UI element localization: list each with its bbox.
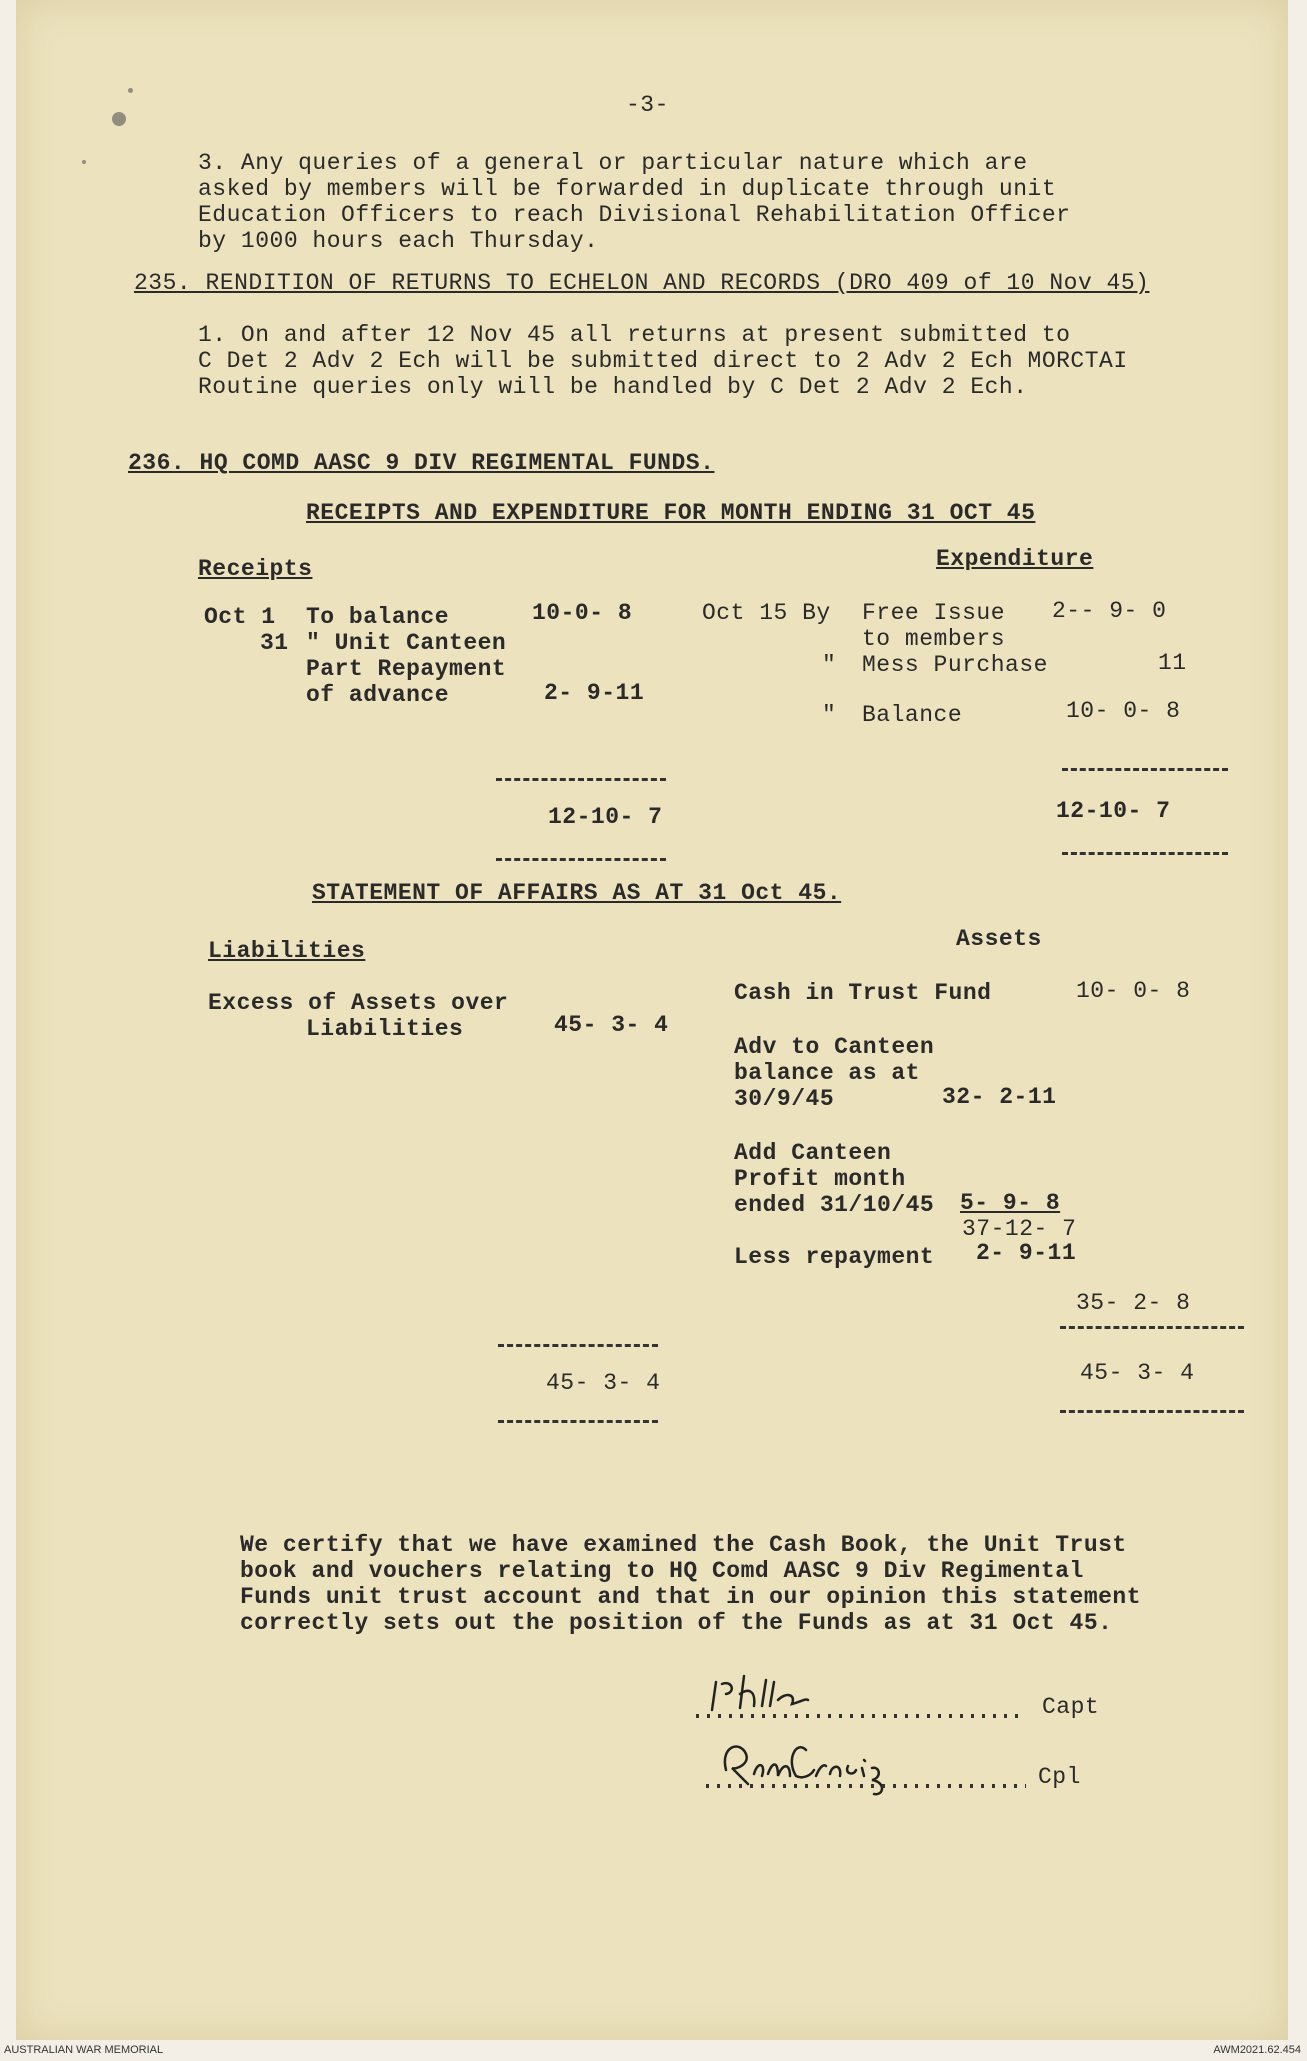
adv-amount: 32- 2-11 [942,1084,1057,1110]
expenditure-desc: Balance [862,702,963,728]
para-3-line: asked by members will be forwarded in duplicate through unit [198,176,1057,202]
subtotal: 37-12- 7 [962,1216,1077,1242]
signature-cpl-rank: Cpl [1038,1764,1081,1790]
add-line: ended 31/10/45 [734,1192,935,1218]
certification-line: We certify that we have examined the Cash Book, the Unit Trust [240,1532,1127,1558]
item-235-heading: 235. RENDITION OF RETURNS TO ECHELON AND RECORDS (DRO 409 of 10 Nov 45) [134,270,1150,296]
signature-cpl [696,1730,1036,1800]
rule [1062,852,1228,855]
adv-line: 30/9/45 [734,1086,835,1112]
receipt-desc: of advance [306,682,450,708]
less-amount: 2- 9-11 [976,1240,1077,1266]
paper-mark [128,88,133,93]
liabilities-line: Liabilities [306,1016,464,1042]
rule [1060,1410,1244,1413]
rule [1060,1326,1244,1329]
rule [1062,768,1228,771]
receipt-amount: 10-0- 8 [532,600,633,626]
certification-line: correctly sets out the position of the Funds as at 31 Oct 45. [240,1610,1113,1636]
expenditure-label: Expenditure [936,546,1094,572]
add-line: Profit month [734,1166,906,1192]
expenditure-desc: to members [862,626,1006,652]
expenditure-amount: 11 [1158,650,1187,676]
receipts-total: 12-10- 7 [548,804,663,830]
signature-capt [696,1662,1036,1722]
statement-heading: STATEMENT OF AFFAIRS AS AT 31 Oct 45. [312,880,842,906]
receipts-expenditure-heading: RECEIPTS AND EXPENDITURE FOR MONTH ENDING 31 OCT 45 [306,500,1036,526]
receipt-desc: To balance [306,604,450,630]
receipt-date: 31 [260,630,289,656]
rule [496,778,666,781]
rule [498,1344,658,1347]
add-line: Add Canteen [734,1140,892,1166]
liabilities-total: 45- 3- 4 [546,1370,661,1396]
add-amount: 5- 9- 8 [960,1190,1061,1216]
expenditure-amount: 10- 0- 8 [1066,698,1181,724]
receipt-desc: " Unit Canteen [306,630,507,656]
para-3-line: by 1000 hours each Thursday. [198,228,599,254]
expenditure-amount: 2-- 9- 0 [1052,598,1167,624]
rule [498,1420,658,1423]
expenditure-date: " [822,702,837,728]
certification-line: book and vouchers relating to HQ Comd AASC 9 Div Regimental [240,1558,1084,1584]
liabilities-amount: 45- 3- 4 [554,1012,669,1038]
document-page [16,0,1288,2040]
page-number: -3- [626,92,669,118]
less-label: Less repayment [734,1244,935,1270]
adv-line: balance as at [734,1060,920,1086]
signature-capt-rank: Capt [1042,1694,1100,1720]
expenditure-date: Oct 15 By [702,600,831,626]
receipt-desc: Part Repayment [306,656,507,682]
rule [496,858,666,861]
assets-label: Assets [956,926,1042,952]
para-3-line: Education Officers to reach Divisional Rehabilitation Officer [198,202,1071,228]
receipt-amount: 2- 9-11 [544,680,645,706]
expenditure-date: " [822,652,837,678]
adv-line: Adv to Canteen [734,1034,935,1060]
item-235-line: C Det 2 Adv 2 Ech will be submitted direct to 2 Adv 2 Ech MORCTAI [198,348,1128,374]
receipts-label: Receipts [198,556,313,582]
expenditure-desc: Mess Purchase [862,652,1048,678]
item-235-line: 1. On and after 12 Nov 45 all returns at present submitted to [198,322,1071,348]
paper-mark [112,112,126,126]
liabilities-label: Liabilities [208,938,366,964]
cash-label: Cash in Trust Fund [734,980,992,1006]
footer-right: AWM2021.62.454 [1213,2044,1301,2056]
expenditure-total: 12-10- 7 [1056,798,1171,824]
item-236-heading: 236. HQ COMD AASC 9 DIV REGIMENTAL FUNDS. [128,450,715,476]
cash-amount: 10- 0- 8 [1076,978,1191,1004]
assets-total: 45- 3- 4 [1080,1360,1195,1386]
para-3-line: 3. Any queries of a general or particular nature which are [198,150,1028,176]
receipt-date: Oct 1 [204,604,276,630]
footer-left: AUSTRALIAN WAR MEMORIAL [4,2044,164,2056]
certification-line: Funds unit trust account and that in our opinion this statement [240,1584,1142,1610]
paper-mark [82,160,86,164]
item-235-line: Routine queries only will be handled by C Det 2 Adv 2 Ech. [198,374,1028,400]
net-adv: 35- 2- 8 [1076,1290,1191,1316]
liabilities-line: Excess of Assets over [208,990,509,1016]
expenditure-desc: Free Issue [862,600,1006,626]
